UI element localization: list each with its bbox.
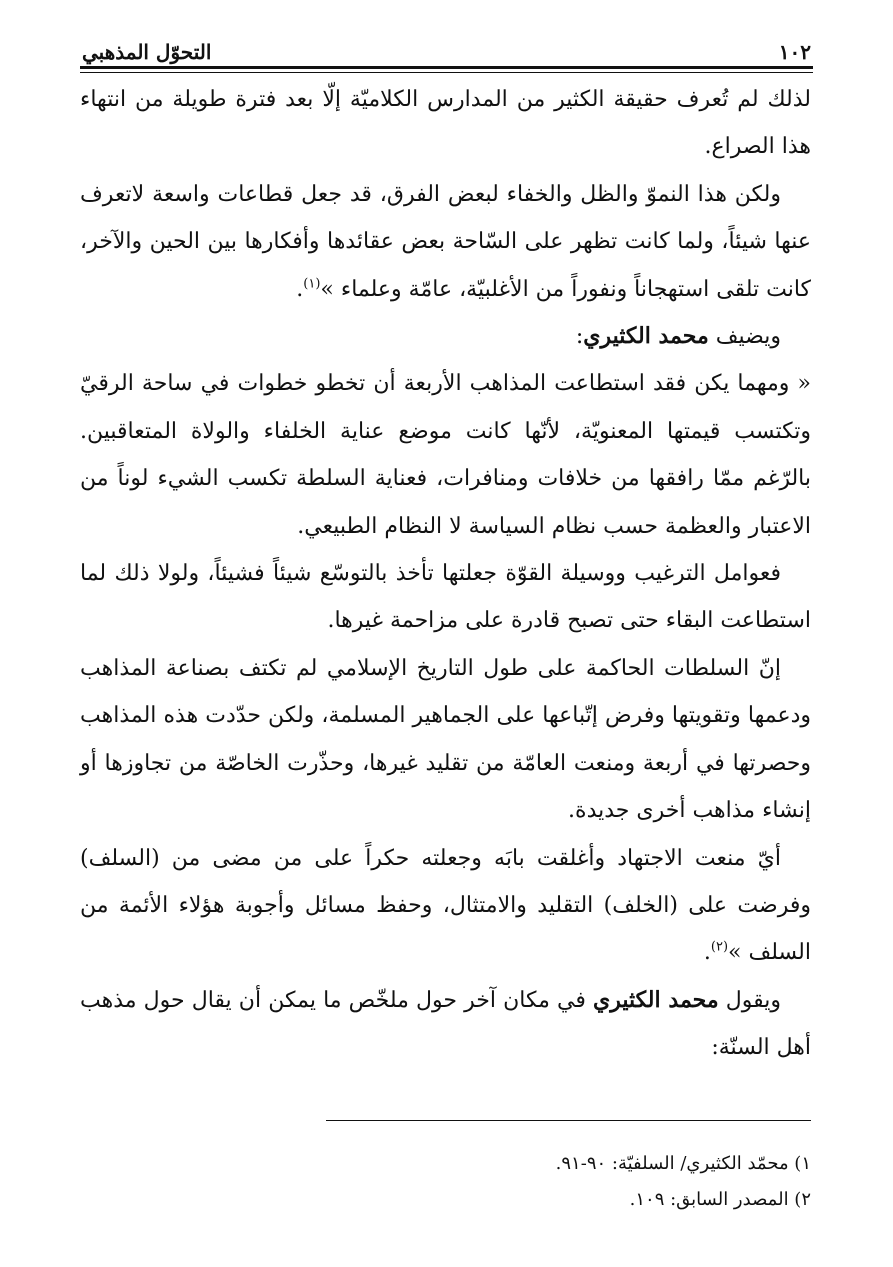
paragraph-7-text: أيّ منعت الاجتهاد وأغلقت بابَه وجعلته حكراً على من مضى من (السلف) وفرضت على (الخلف) التقليد والامتثال، وحفظ مسائل وأجوبة هؤلاء الأئمة من السلف » — [80, 845, 811, 966]
running-title: التحوّل المذهبي — [82, 40, 212, 64]
footnotes — [80, 1146, 811, 1218]
running-header — [82, 30, 811, 64]
paragraph-5-text: فعوامل الترغيب ووسيلة القوّة جعلتها تأخذ بالتوسّع شيئاً فشيئاً، ولولا ذلك لما استطاعت البقاء حتى تصبح قادرة على مزاحمة غيرها. — [80, 561, 811, 634]
paragraph-8-tail: في مكان آخر حول ملخّص ما يمكن أن يقال حول مذهب أهل السنّة: — [80, 987, 811, 1061]
author-name: محمد الكثيري — [593, 986, 719, 1013]
paragraph-1 — [80, 76, 811, 171]
paragraph-7-end: . — [703, 940, 711, 966]
paragraph-7 — [80, 835, 811, 977]
paragraph-1-text: لذلك لم تُعرف حقيقة الكثير من المدارس الكلاميّة إلّا بعد فترة طويلة من انتهاء هذا الصراع. — [80, 87, 811, 160]
header-rule-thick — [80, 66, 813, 69]
page-number: ١٠٢ — [778, 40, 811, 64]
paragraph-2-end: . — [296, 276, 304, 302]
footnote-ref-2: (٢) — [710, 939, 729, 955]
paragraph-4-text: « ومهما يكن فقد استطاعت المذاهب الأربعة أن تخطو خطوات في ساحة الرقيّ وتكتسب قيمتها المعنويّة، لأنّها كانت موضع عناية الخلفاء والولاة المتعاقبين. بالرّغم ممّا رافقها من خلافات ومنافرات، فعناية السلطة تكسب الشيء لوناً من الاعتبار والعظمة حسب نظام السياسة لا النظام الطبيعي. — [80, 371, 811, 539]
main-text — [80, 76, 811, 1072]
paragraph-4 — [80, 360, 811, 550]
paragraph-2-text: ولكن هذا النموّ والظل والخفاء لبعض الفرق، قد جعل قطاعات واسعة لاتعرف عنها شيئاً، ولما كانت تظهر على السّاحة بعض عقائدها وأفكارها بين الحين والآخر، كانت تلقى استهجاناً ونفوراً من الأغلبيّة، عامّة وعلماء » — [80, 181, 811, 302]
footnote-ref-1: (١) — [303, 276, 321, 292]
footnote-separator — [326, 1120, 811, 1121]
paragraph-5 — [80, 550, 811, 645]
paragraph-3 — [80, 313, 811, 360]
footnote-1: ١) محمّد الكثيري/ السلفيّة: ٩٠-٩١. — [555, 1153, 811, 1174]
paragraph-2 — [80, 171, 811, 313]
paragraph-3-lead: ويضيف — [708, 324, 781, 350]
author-name: محمد الكثيري — [583, 323, 709, 350]
paragraph-3-tail: : — [575, 324, 584, 350]
paragraph-6 — [80, 645, 811, 835]
paragraph-8-lead: ويقول — [718, 987, 782, 1013]
paragraph-8 — [80, 977, 811, 1072]
footnote-2: ٢) المصدر السابق: ١٠٩. — [629, 1189, 811, 1210]
header-rule-thin — [80, 72, 813, 73]
paragraph-6-text: إنّ السلطات الحاكمة على طول التاريخ الإسلامي لم تكتف بصناعة المذاهب ودعمها وتقويتها وفرض إتّباعها على الجماهير المسلمة، ولكن حدّدت هذه المذاهب وحصرتها في أربعة ومنعت العامّة من تقليد غيرها، وحذّرت الخاصّة من تجاوزها أو إنشاء مذاهب أخرى جديدة. — [80, 655, 811, 824]
